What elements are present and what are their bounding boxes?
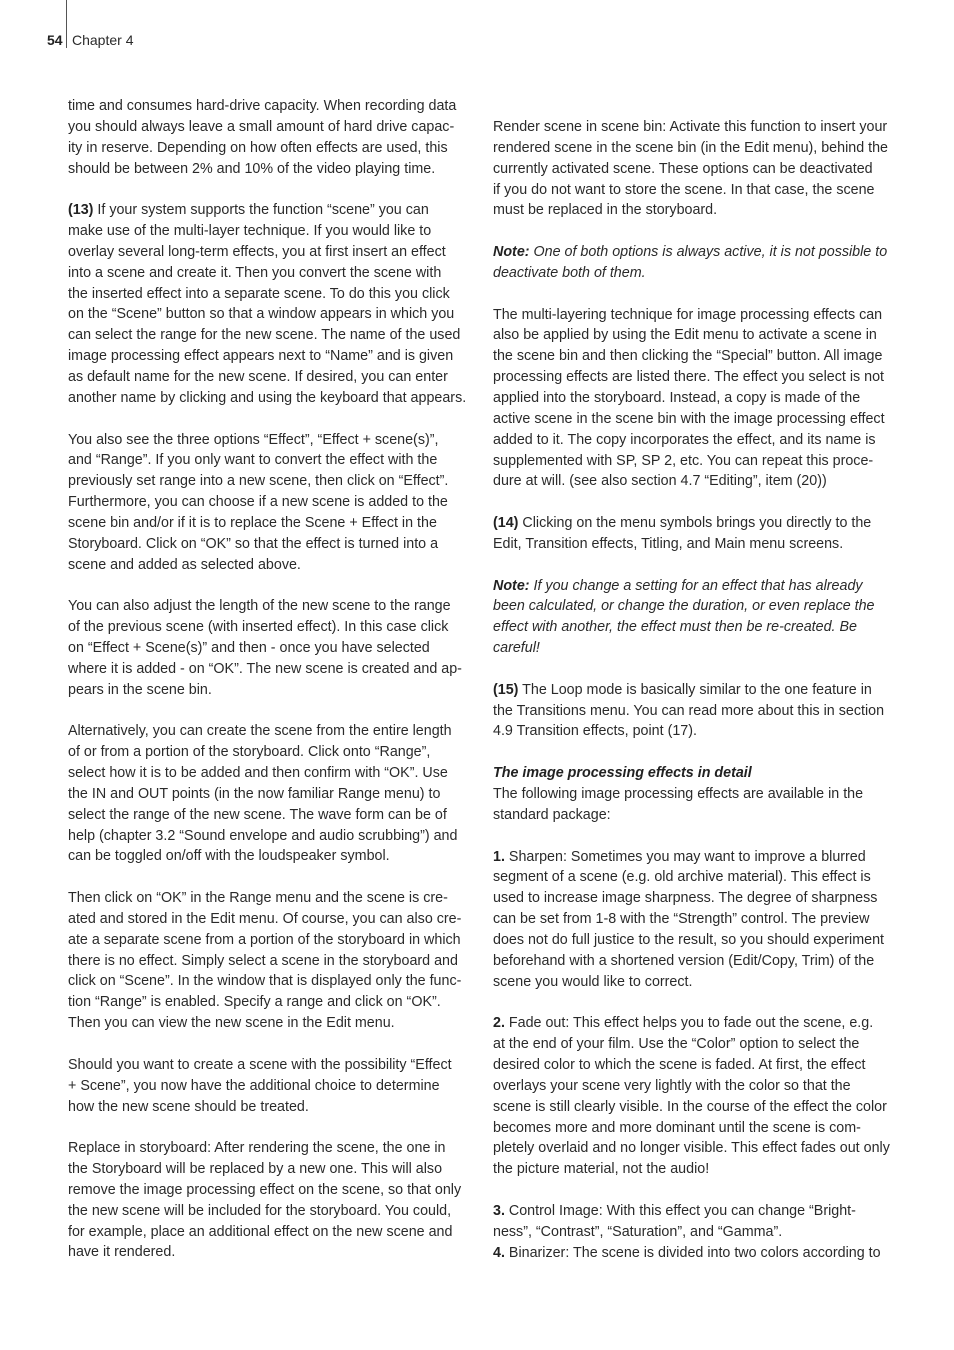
item-number: 1. (493, 848, 505, 865)
effect-item-4 (493, 1243, 903, 1264)
paragraph: time and consumes hard-drive capacity. When recording data you should always leave a small amount of hard drive capac- ity in reserve. Depending on how often effects are used, this should be between 2% and 10% of the video playing time. (68, 98, 457, 177)
note (493, 576, 903, 659)
item-text: Sharpen: Sometimes you may want to improve a blurred segment of a scene (e.g. old archive material). This effect is used to increase image sharpness. The degree of sharpness can be set from 1-8 with the “Strength” control. The preview does not do full justice to the result, so you should experiment beforehand with a shortened version (Edit/Copy, Trim) of the scene you would like to correct. (493, 848, 885, 990)
effect-item-3 (493, 1201, 903, 1243)
item-number: 4. (493, 1244, 505, 1261)
paragraph-text: The Loop mode is basically similar to the one feature in the Transitions menu. You can read more about this in section 4.9 Transition effects, point (17). (493, 681, 885, 740)
item-number: (15) (493, 681, 519, 698)
note-text: If you change a setting for an effect that has already been calculated, or change the duration, or even replace the effect with another, the effect must then be re-created. Be careful! (493, 577, 875, 657)
header-rule (66, 0, 67, 48)
item-text: Control Image: With this effect you can change “Bright- ness”, “Contrast”, “Saturation”, and “Gamma”. (493, 1202, 856, 1240)
note-label: Note: (493, 577, 530, 594)
paragraph-text: If your system supports the function “scene” you can make use of the multi-layer technique. If you would like to overlay several long-term effects, you at first insert an effect into a scene and create it. Then you convert the scene with the inserted effect into a separate scene. To do this you click on the “Scene” button so that a window appears in which you can select the range for the new scene. The name of the used image processing effect appears next to “Name” and is given as default name for the new scene. If desired, you can enter another name by clicking and using the keyboard that appears. (68, 202, 467, 406)
item-text: Fade out: This effect helps you to fade out the scene, e.g. at the end of your film. Use the “Color” option to select the desired color to which the scene is faded. At first, the effect overlays your scene very lightly with the color so that the scene is still clearly visible. In the course of the effect the color becomes more and more dominant until the scene is com- pletely overlaid and no longer visible. This effect fades out only the picture material, not the audio! (493, 1015, 890, 1178)
paragraph: The multi-layering technique for image processing effects can also be applied by using the Edit menu to activate a scene in the scene bin and then clicking the “Special” button. All image processing effects are listed there. The effect you select is not applied into the storyboard. Instead, a copy is made of the active scene in the scene bin with the image processing effect added to it. The copy incorporates the effect, and its name is supplemented with SP, SP 2, etc. You can repeat this proce- dure at will. (see also section 4.7 “Editing”, item (20)) (493, 306, 885, 490)
effect-item-1 (493, 847, 903, 993)
effect-item-2 (493, 1013, 903, 1180)
paragraph-text: Clicking on the menu symbols brings you directly to the Edit, Transition effects, Titling, and Main menu screens. (493, 515, 872, 552)
paragraph: You also see the three options “Effect”, “Effect + scene(s)”, and “Range”. If you only want to convert the effect with the previously set range into a new scene, then click on “Effect”. Furthermore, you can choose if a new scene is added to the scene bin and/or if it is to replace the Scene + Effect in the Storyboard. Click on “OK” so that the effect is turned into a scene and added as selected above. (68, 431, 449, 573)
paragraph-13 (68, 200, 478, 408)
item-number: 3. (493, 1202, 505, 1219)
chapter-label: Chapter 4 (72, 32, 134, 48)
note-label: Note: (493, 244, 530, 261)
item-text: Binarizer: The scene is divided into two colors according to (504, 1244, 881, 1261)
paragraph: Render scene in scene bin: Activate this function to insert your rendered scene in the scene bin (in the Edit menu), behind the currently activated scene. These options can be deactivated if you do not want to store the scene. In that case, the scene must be replaced in the storyboard. (493, 119, 889, 219)
section-heading: The image processing effects in detail (493, 765, 752, 782)
item-number: (13) (68, 202, 94, 219)
paragraph: Should you want to create a scene with the possibility “Effect + Scene”, you now have the additional choice to determine how the new scene should be treated. (68, 1056, 452, 1115)
paragraph: Then click on “OK” in the Range menu and the scene is cre- ated and stored in the Edit menu. Of course, you can also cre- ate a separate scene from a portion of the storyboard in which there is no effect. Simply select a scene in the storyboard and click on “Scene”. In the window that is displayed only the func- tion “Range” is enabled. Specify a range and click on “OK”. Then you can view the new scene in the Edit menu. (68, 890, 462, 1032)
note (493, 242, 903, 284)
left-column (68, 96, 478, 1284)
paragraph: Replace in storyboard: After rendering the scene, the one in the Storyboard will be replaced by a new one. This will also remove the image processing effect on the scene, so that only the new scene will be included for the storyboard. You could, for example, place an additional effect on the new scene and have it rendered. (68, 1140, 462, 1261)
item-number: 2. (493, 1015, 505, 1032)
paragraph: The following image processing effects are available in the standard package: (493, 786, 864, 823)
paragraph-14 (493, 513, 903, 555)
paragraph: Alternatively, you can create the scene from the entire length of or from a portion of the storyboard. Click onto “Range”, select how it is to be added and then confirm with “OK”. Use the IN and OUT points (in the now familiar Range menu) to select the range of the new scene. The wave form can be of help (chapter 3.2 “Sound envelope and audio scrubbing”) and can be toggled on/off with the loudspeaker symbol. (68, 723, 458, 865)
paragraph-15 (493, 680, 903, 743)
item-number: (14) (493, 515, 519, 532)
paragraph: You can also adjust the length of the new scene to the range of the previous scene (with inserted effect). In this case click on “Effect + Scene(s)” and then - once you have selected where it is added - on “OK”. The new scene is created and ap- pears in the scene bin. (68, 598, 462, 698)
right-column (493, 117, 903, 1263)
note-text: One of both options is always active, it is not possible to deactivate both of them. (493, 244, 888, 281)
